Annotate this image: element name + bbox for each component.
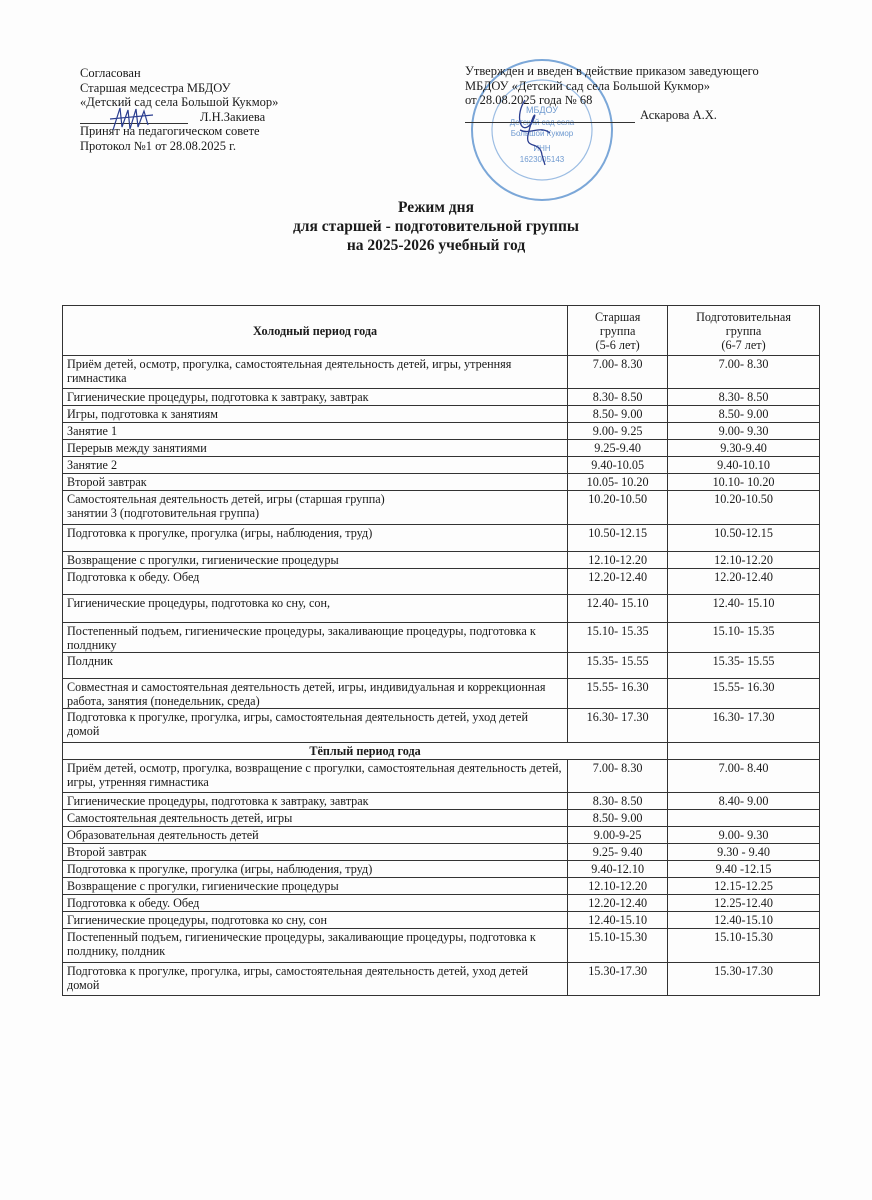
senior-time-cell: 9.00-9-25 [568,827,668,844]
activity-cell: Возвращение с прогулки, гигиенические процедуры [63,552,568,569]
table-row [63,406,820,423]
senior-time-cell: 9.40-10.05 [568,457,668,474]
prep-time-cell: 15.30-17.30 [668,963,820,996]
activity-cell: Подготовка к прогулке, прогулка, игры, самостоятельная деятельность детей, уход детей домой [63,963,568,996]
prep-time-cell: 9.00- 9.30 [668,827,820,844]
activity-cell: Второй завтрак [63,474,568,491]
table-row [63,912,820,929]
nurse-title: Старшая медсестра МБДОУ [80,80,231,95]
table-row [63,423,820,440]
activity-cell: Полдник [63,653,568,679]
prep-time-cell: 9.30 - 9.40 [668,844,820,861]
prep-time-cell: 9.40-10.10 [668,457,820,474]
council-label: Принят на педагогическом совете [80,124,260,138]
prep-time-cell: 10.10- 10.20 [668,474,820,491]
table-row [63,844,820,861]
prep-time-cell: 12.20-12.40 [668,569,820,595]
title-line-1: Режим дня [398,199,474,216]
senior-time-cell: 12.20-12.40 [568,895,668,912]
senior-time-cell: 15.10- 15.35 [568,623,668,653]
activity-cell: Подготовка к прогулке, прогулка (игры, наблюдения, труд) [63,861,568,878]
activity-cell: Образовательная деятельность детей [63,827,568,844]
activity-cell: Второй завтрак [63,844,568,861]
activity-cell: Гигиенические процедуры, подготовка к завтраку, завтрак [63,389,568,406]
activity-cell: Игры, подготовка к занятиям [63,406,568,423]
prep-time-cell [668,810,820,827]
prep-time-cell: 7.00- 8.40 [668,760,820,793]
table-row [63,861,820,878]
table-row [63,929,820,963]
senior-time-cell: 9.25- 9.40 [568,844,668,861]
senior-time-cell: 8.30- 8.50 [568,793,668,810]
table-row [63,552,820,569]
activity-cell: Подготовка к прогулке, прогулка, игры, самостоятельная деятельность детей, уход детей домой [63,709,568,743]
table-row [63,827,820,844]
senior-time-cell: 12.20-12.40 [568,569,668,595]
activity-cell: Подготовка к обеду. Обед [63,895,568,912]
svg-text:ИНН: ИНН [533,144,551,153]
activity-cell: Приём детей, осмотр, прогулка, возвращение с прогулки, самостоятельная деятельность детей, игры, утренняя гимнастика [63,760,568,793]
head-name: Аскарова А.Х. [640,107,717,122]
table-row [63,793,820,810]
activity-cell: Совместная и самостоятельная деятельность детей, игры, индивидуальная и коррекционная работа, занятия (понедельник, среда) [63,679,568,709]
table-row [63,878,820,895]
senior-time-cell: 9.40-12.10 [568,861,668,878]
senior-time-cell: 15.10-15.30 [568,929,668,963]
prep-time-cell: 12.40- 15.10 [668,595,820,623]
prep-time-cell: 16.30- 17.30 [668,709,820,743]
empty-cell [668,743,820,760]
activity-cell: Самостоятельная деятельность детей, игры [63,810,568,827]
senior-time-cell: 10.05- 10.20 [568,474,668,491]
senior-time-cell: 12.40- 15.10 [568,595,668,623]
senior-time-cell: 8.30- 8.50 [568,389,668,406]
table-row [63,569,820,595]
activity-cell: Гигиенические процедуры, подготовка ко сну, сон, [63,595,568,623]
svg-text:Детский сад села: Детский сад села [509,118,575,127]
table-row [63,963,820,996]
senior-time-cell: 15.35- 15.55 [568,653,668,679]
svg-text:МБДОУ: МБДОУ [525,105,559,115]
prep-time-cell: 7.00- 8.30 [668,356,820,389]
activity-cell: Занятие 1 [63,423,568,440]
table-row [63,457,820,474]
warm-period-row [63,743,820,760]
senior-time-cell: 16.30- 17.30 [568,709,668,743]
activity-cell: Постепенный подъем, гигиенические процедуры, закаливающие процедуры, подготовка к полднику, полдник [63,929,568,963]
prep-time-cell: 9.30-9.40 [668,440,820,457]
table-row [63,679,820,709]
prep-time-cell: 15.10-15.30 [668,929,820,963]
senior-time-cell: 7.00- 8.30 [568,356,668,389]
prep-time-cell: 12.40-15.10 [668,912,820,929]
daily-schedule-table [62,305,820,996]
order-number: от 28.08.2025 года № 68 [465,93,593,107]
prep-time-cell: 9.40 -12.15 [668,861,820,878]
prep-group-header: Подготовительная группа (6-7 лет) [668,306,820,356]
prep-time-cell: 15.35- 15.55 [668,653,820,679]
activity-cell: Подготовка к обеду. Обед [63,569,568,595]
senior-time-cell: 15.55- 16.30 [568,679,668,709]
senior-time-cell: 8.50- 9.00 [568,406,668,423]
nurse-name: Л.Н.Закиева [200,109,266,124]
prep-time-cell: 10.50-12.15 [668,525,820,552]
table-row [63,356,820,389]
activity-cell: Приём детей, осмотр, прогулка, самостоятельная деятельность детей, игры, утренняя гимнастика [63,356,568,389]
senior-time-cell: 9.00- 9.25 [568,423,668,440]
prep-time-cell: 8.50- 9.00 [668,406,820,423]
org-name: «Детский сад села Большой Кукмор» [80,95,279,109]
prep-time-cell: 8.30- 8.50 [668,389,820,406]
prep-time-cell: 15.55- 16.30 [668,679,820,709]
signature-left [108,105,158,135]
prep-time-cell: 10.20-10.50 [668,491,820,525]
prep-time-cell: 8.40- 9.00 [668,793,820,810]
senior-time-cell: 15.30-17.30 [568,963,668,996]
activity-cell: Гигиенические процедуры, подготовка к завтраку, завтрак [63,793,568,810]
prep-time-cell: 9.00- 9.30 [668,423,820,440]
signature-right [510,95,560,170]
svg-text:Большой Кукмор: Большой Кукмор [510,129,574,138]
table-row [63,623,820,653]
table-row [63,474,820,491]
table-row [63,895,820,912]
cold-period-header: Холодный период года [63,306,568,356]
document-title [0,198,872,255]
table-header-row [63,306,820,356]
activity-cell: Подготовка к прогулке, прогулка (игры, наблюдения, труд) [63,525,568,552]
senior-time-cell: 10.50-12.15 [568,525,668,552]
senior-time-cell: 12.40-15.10 [568,912,668,929]
prep-time-cell: 15.10- 15.35 [668,623,820,653]
table-row [63,491,820,525]
protocol-label: Протокол №1 от 28.08.2025 г. [80,138,236,153]
activity-cell: Перерыв между занятиями [63,440,568,457]
activity-cell: Постепенный подъем, гигиенические процедуры, закаливающие процедуры, подготовка к полднику [63,623,568,653]
senior-time-cell: 9.25-9.40 [568,440,668,457]
senior-group-header: Старшая группа (5-6 лет) [568,306,668,356]
approved-label: Утвержден и введен в действие приказом заведующего [465,64,759,78]
table-row [63,810,820,827]
table-row [63,389,820,406]
table-row [63,440,820,457]
senior-time-cell: 12.10-12.20 [568,552,668,569]
table-row [63,525,820,552]
table-row [63,709,820,743]
table-row [63,653,820,679]
senior-time-cell: 12.10-12.20 [568,878,668,895]
prep-time-cell: 12.10-12.20 [668,552,820,569]
table-row [63,595,820,623]
activity-cell: Занятие 2 [63,457,568,474]
org-name-right: МБДОУ «Детский сад села Большой Кукмор» [465,78,711,93]
warm-period-header: Тёплый период года [63,743,668,760]
senior-time-cell: 7.00- 8.30 [568,760,668,793]
activity-cell: Гигиенические процедуры, подготовка ко сну, сон [63,912,568,929]
svg-text:1623005143: 1623005143 [519,155,565,164]
senior-time-cell: 10.20-10.50 [568,491,668,525]
prep-time-cell: 12.25-12.40 [668,895,820,912]
prep-time-cell: 12.15-12.25 [668,878,820,895]
senior-time-cell: 8.50- 9.00 [568,810,668,827]
activity-cell: Самостоятельная деятельность детей, игры (старшая группа) занятии 3 (подготовительная группа) [63,491,568,525]
agreed-label: Согласован [80,66,141,80]
table-row [63,760,820,793]
title-line-3: на 2025-2026 учебный год [346,237,526,254]
activity-cell: Возвращение с прогулки, гигиенические процедуры [63,878,568,895]
title-line-2: для старшей - подготовительной группы [292,218,580,235]
